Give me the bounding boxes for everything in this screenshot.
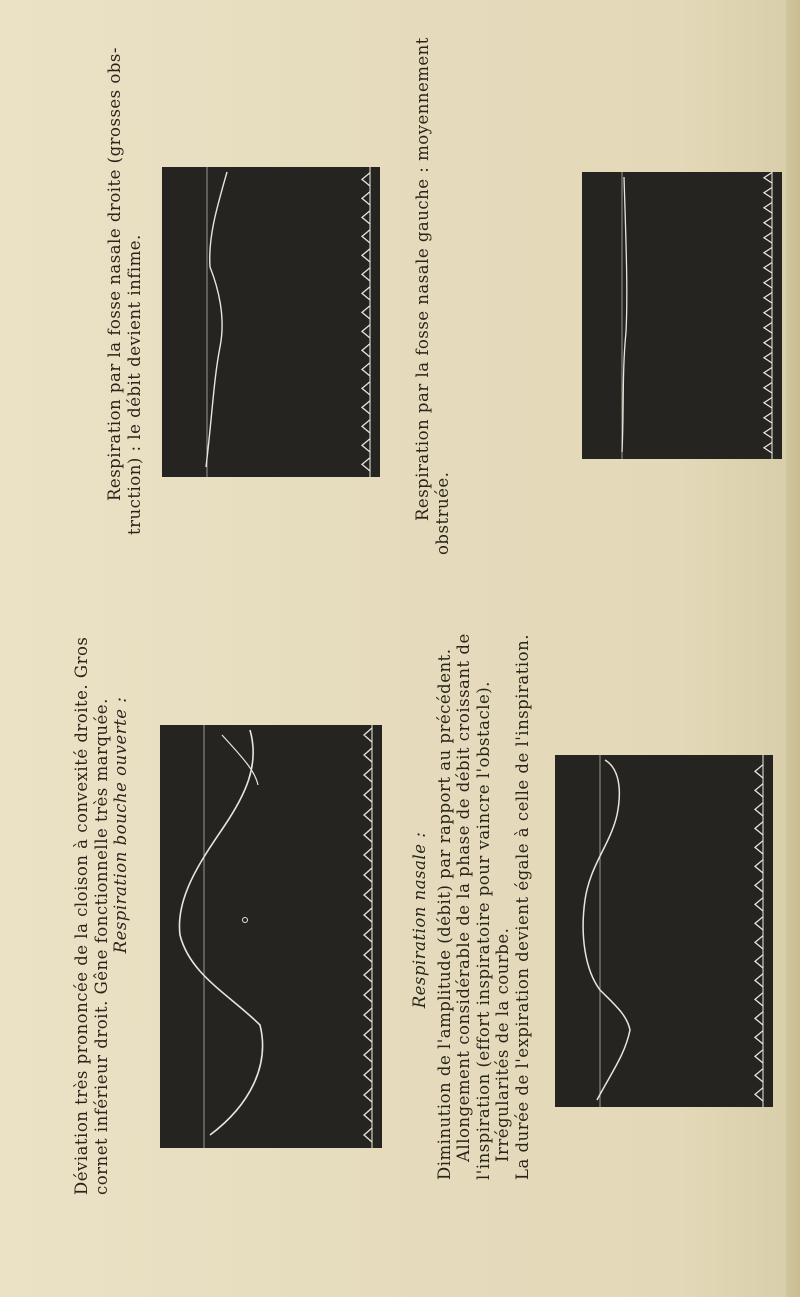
caption-mouth-breathing (72, 455, 131, 1195)
caption-line: Déviation très prononcée de la cloison à convexité droite. Gros (72, 636, 91, 1195)
caption-heading: Respiration nasale : (410, 831, 429, 1009)
timing-pulse-train (764, 173, 772, 454)
timing-pulse-train (755, 765, 763, 1101)
oscillogram-left-nostril (582, 172, 782, 459)
caption-line: Respiration par la fosse nasale droite (grosses obs- (105, 47, 124, 501)
caption-line: Allongement considérable de la phase de débit croissant de (454, 633, 473, 1162)
caption-line: Irrégularités de la courbe. (493, 927, 512, 1162)
oscillogram-mouth-open (160, 725, 382, 1148)
caption-nasal-breathing (410, 633, 532, 1180)
caption-line: truction) : le débit devient infime. (124, 234, 144, 535)
timing-pulse-train (362, 173, 370, 471)
page-edge (786, 0, 800, 1297)
caption-left-nostril (413, 37, 452, 555)
timing-pulse-train (364, 728, 372, 1142)
caption-right-nostril (105, 47, 144, 535)
oscillogram-right-nostril (162, 167, 380, 477)
caption-line: obstruée. (432, 471, 452, 555)
caption-line: La durée de l'expiration devient égale à celle de l'inspiration. (512, 634, 532, 1180)
caption-line: cornet inférieur droit. Gêne fonctionnelle très marquée. (91, 698, 111, 1195)
caption-line: Diminution de l'amplitude (débit) par rapport au précédent. (434, 648, 454, 1180)
caption-heading: Respiration bouche ouverte : (111, 696, 130, 954)
oscillogram-nasal (555, 755, 773, 1107)
caption-line: Respiration par la fosse nasale gauche : moyennement (413, 37, 432, 521)
caption-line: l'inspiration (effort inspiratoire pour vaincre l'obstacle). (473, 681, 493, 1180)
